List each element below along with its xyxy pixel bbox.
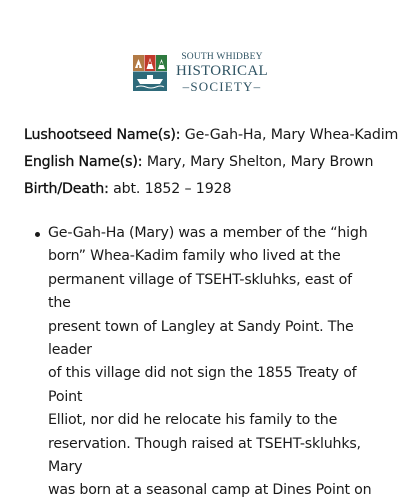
society-logo-text	[172, 52, 272, 93]
field-birth-death	[24, 181, 231, 197]
logo-line-society: –SOCIETY–	[182, 78, 262, 94]
field-value: abt. 1852 – 1928	[113, 181, 232, 197]
bio-line: Elliot, nor did he relocate his family to the	[48, 412, 338, 429]
logo-line-historical: HISTORICAL	[176, 62, 268, 79]
bio-line: of this village did not sign the 1855 Treaty of Point	[48, 365, 357, 405]
bullet-icon	[35, 232, 40, 237]
society-logo	[133, 51, 273, 95]
logo-line-south-whidbey: SOUTH WHIDBEY	[181, 52, 263, 62]
bio-line: Ge-Gah-Ha (Mary) was a member of the “high	[48, 225, 368, 241]
field-lushootseed-names	[24, 127, 398, 143]
bio-line: reservation. Though raised at TSEHT-skluhks, Mary	[48, 435, 361, 476]
biography-paragraph	[48, 222, 378, 503]
bio-line: born” Whea-Kadim family who lived at the	[48, 248, 341, 265]
field-value: Mary, Mary Shelton, Mary Brown	[146, 154, 374, 170]
bio-line: was born at a seasonal camp at Dines Point on	[48, 482, 372, 499]
field-label: Birth/Death:	[24, 181, 109, 197]
field-label: English Name(s):	[24, 154, 143, 170]
field-value: Ge-Gah-Ha, Mary Whea-Kadim	[184, 127, 399, 143]
bio-line: permanent village of TSEHT-skluhks, east of the	[48, 271, 352, 312]
field-label: Lushootseed Name(s):	[24, 127, 181, 143]
field-english-names	[24, 154, 373, 170]
bio-line: present town of Langley at Sandy Point. The leader	[48, 318, 354, 359]
society-logo-icon	[133, 55, 167, 91]
